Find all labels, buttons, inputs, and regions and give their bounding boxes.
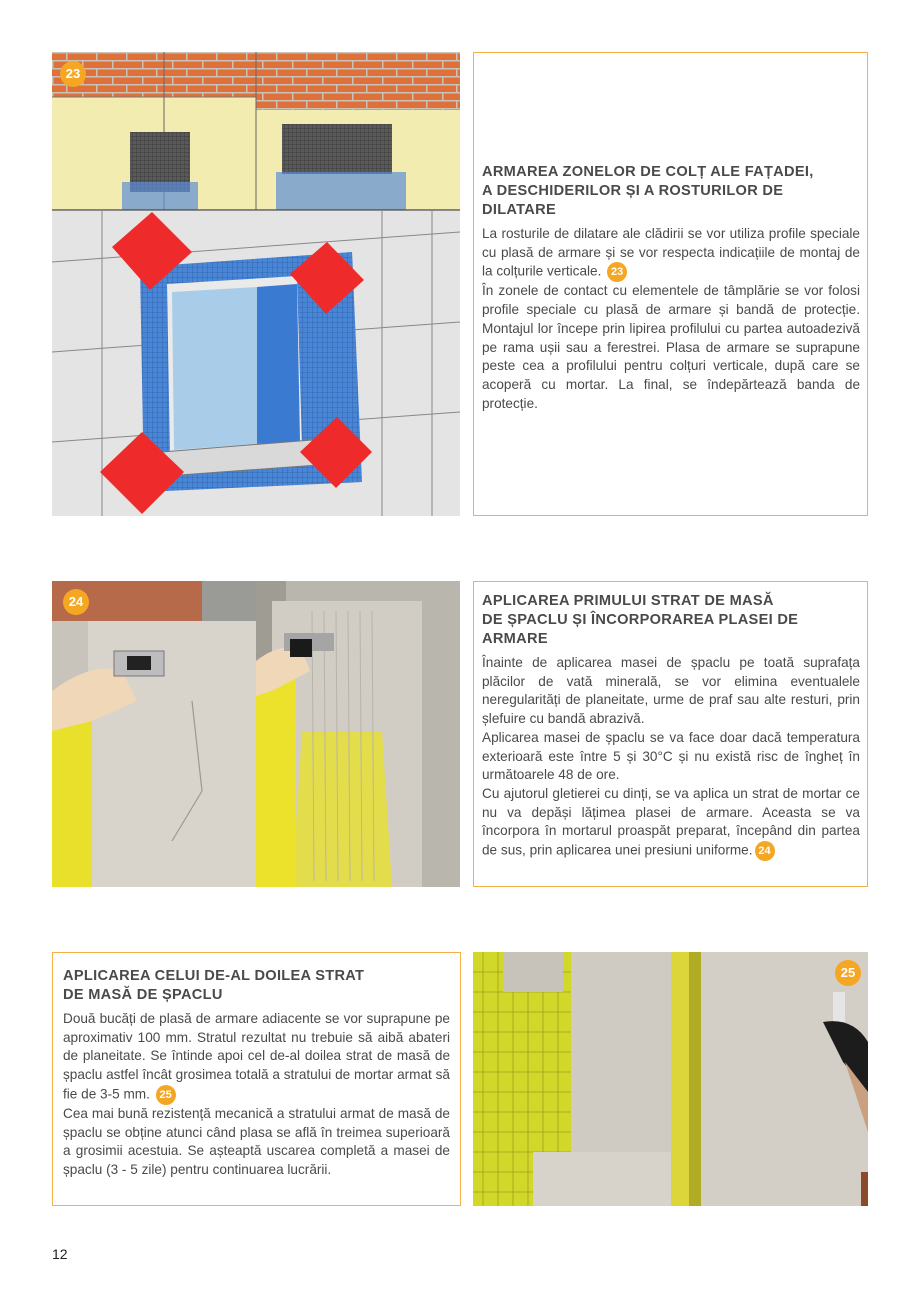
section-2-title: APLICAREA PRIMULUI STRAT DE MASĂ DE ȘPACLU ȘI ÎNCORPORAREA PLASEI DE ARMARE xyxy=(482,593,799,647)
photo-first-layer-application xyxy=(52,581,460,887)
text-box-section-1 xyxy=(473,52,868,516)
page-number: 12 xyxy=(52,1246,68,1262)
section-3-title: APLICAREA CELUI DE-AL DOILEA STRAT DE MASĂ DE ȘPACLU xyxy=(63,968,365,1003)
section-1-title: ARMAREA ZONELOR DE COLȚ ALE FAȚADEI, A DESCHIDERILOR ȘI A ROSTURILOR DE DILATARE xyxy=(482,164,814,218)
section-3-paragraph-2: Cea mai bună rezistență mecanică a stratului armat de masă de șpaclu se obține atunci când plasa se află în treimea superioară a grosimii acestuia. Se așteaptă uscarea completă a masei de șpaclu (3 - 5 zile) pentru continuarea lucrării. xyxy=(63,1105,450,1177)
illustration-corner-reinforcement xyxy=(52,52,460,516)
section-2-paragraph-1: Înainte de aplicarea masei de șpaclu pe toată suprafața plăcilor de vată minerală, se vor elimina eventualele neregularități de planeitate, urme de praf sau alte resturi, prin șlefuire cu bandă abrazivă. xyxy=(482,655,860,727)
figure-badge-23: 23 xyxy=(60,61,86,87)
inline-badge-25: 25 xyxy=(156,1085,176,1105)
section-1-paragraph-1: La rosturile de dilatare ale clădirii se vor utiliza profile speciale cu plasă de armare și se vor respecta indicațiile de montaj de la colțurile verticale. 23 xyxy=(482,225,860,282)
section-2-paragraph-2: Aplicarea masei de șpaclu se va face doar dacă temperatura exterioară este între 5 și 30°C și nu există risc de îngheț în următoarele 48 de ore. xyxy=(482,729,860,783)
section-1-paragraph-2: În zonele de contact cu elementele de tâmplărie se vor folosi profile speciale cu plasă de armare și bandă de protecție. Montajul lor începe prin lipirea profilului cu partea autoadezivă pe rama ușii sau a ferestrei. Plasa de armare se suprapune peste cea a profilului pentru colțuri verticale, după care se acoperă cu mortar. La final, se îndepărtează banda de protecție. xyxy=(482,283,860,411)
figure-badge-25: 25 xyxy=(835,960,861,986)
section-3-paragraph-1: Două bucăți de plasă de armare adiacente se vor suprapune pe aproximativ 100 mm. Stratul rezultat nu trebuie să aibă abateri de planeitate. Se întinde apoi cel de-al doilea strat de masă de șpaclu astfel încât grosimea totală a stratului de mortar armat să fie de 3-5 mm. 25 xyxy=(63,1010,450,1105)
text-box-section-2 xyxy=(473,581,868,887)
text-box-section-3 xyxy=(52,952,461,1206)
section-2-paragraph-3: Cu ajutorul gletierei cu dinți, se va aplica un strat de mortar ce nu va depăși lățimea plasei de armare. Aceasta se va încorpora în mortarul proaspăt preparat, începând din partea de sus, prin aplicarea unei presiuni uniforme. 24 xyxy=(482,785,860,861)
photo-second-layer-application xyxy=(473,952,868,1206)
figure-badge-24: 24 xyxy=(63,589,89,615)
inline-badge-23: 23 xyxy=(607,262,627,282)
inline-badge-24: 24 xyxy=(755,841,775,861)
